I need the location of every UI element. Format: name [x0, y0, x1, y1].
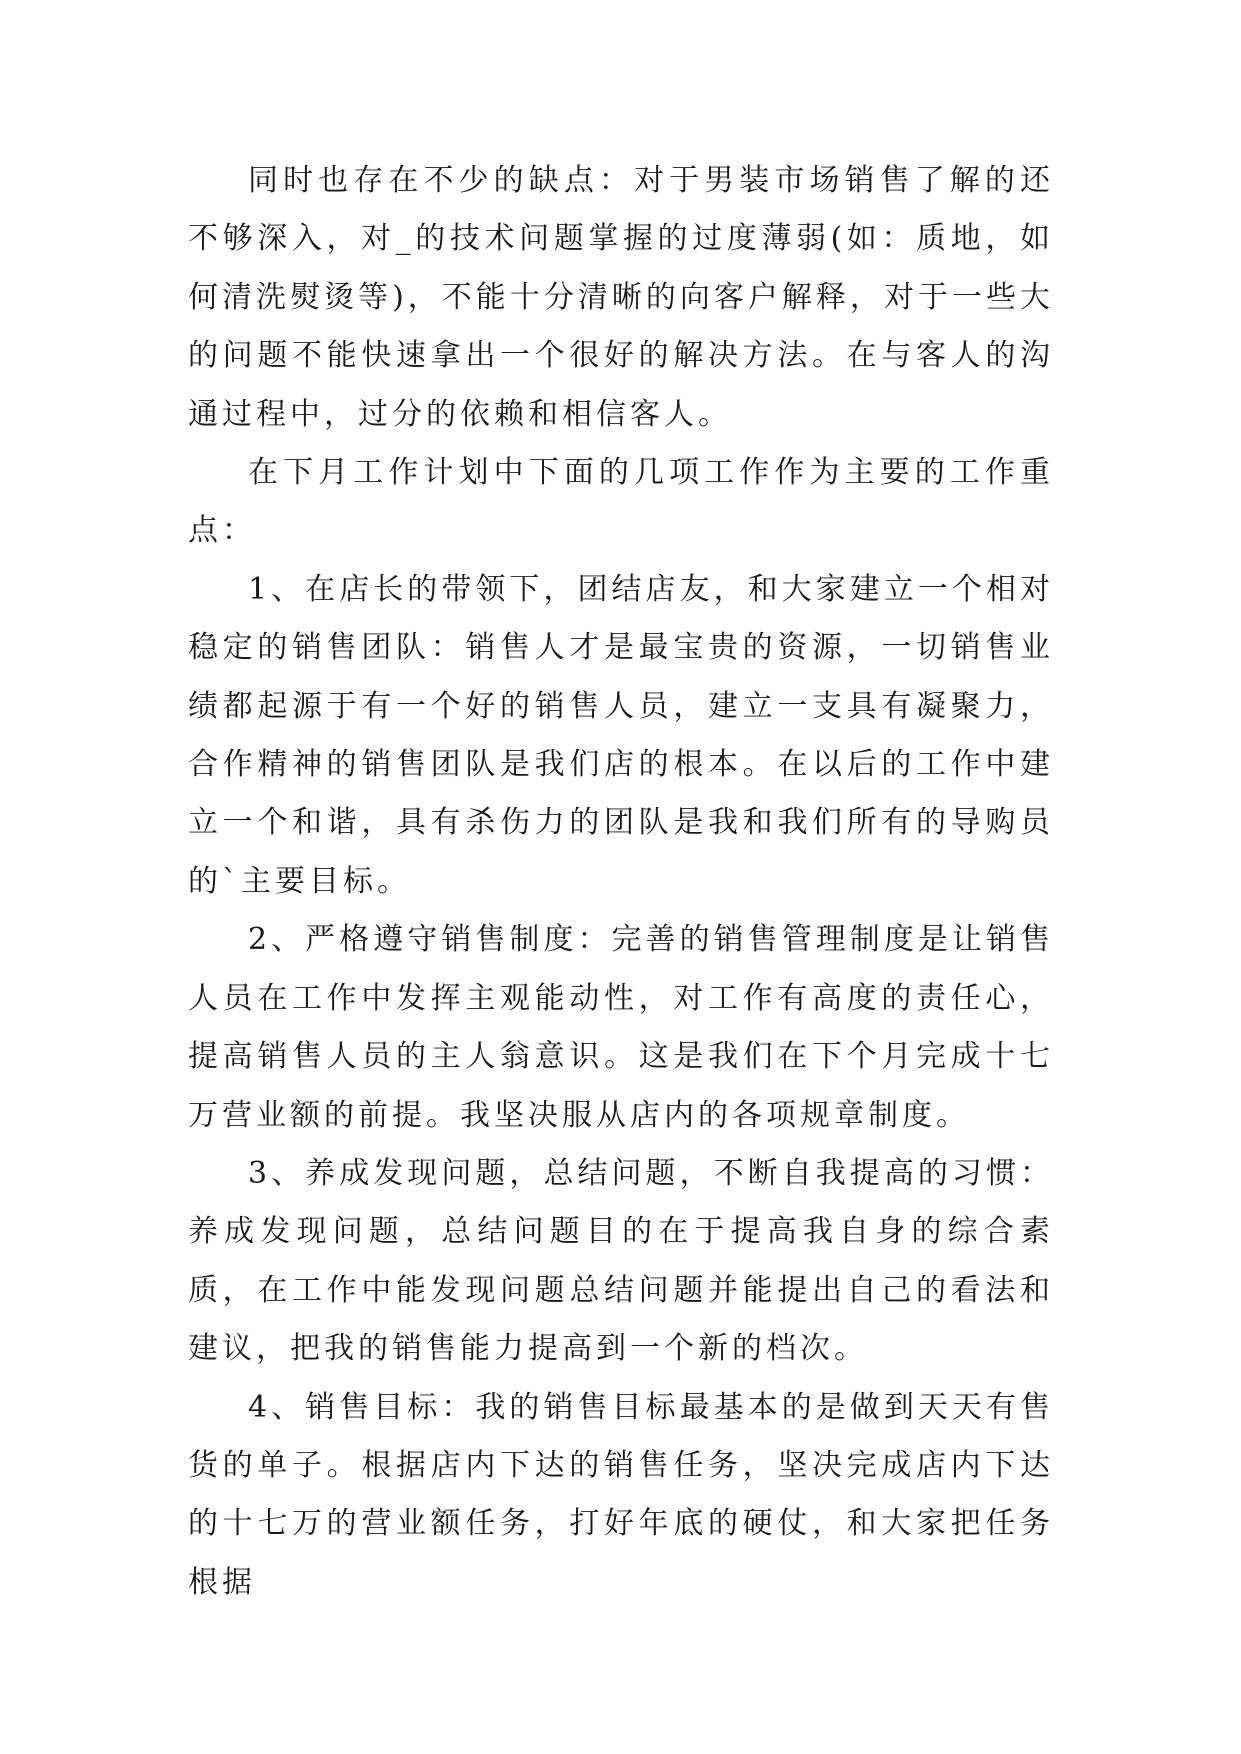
paragraph-item-4-target: 4、销售目标：我的销售目标最基本的是做到天天有售货的单子。根据店内下达的销售任务，坚决完成店内下达的十七万的营业额任务，打好年底的硬仗，和大家把任务根据 [188, 1389, 1054, 1600]
paragraph-shortcomings: 同时也存在不少的缺点：对于男装市场销售了解的还不够深入，对_的技术问题掌握的过度薄弱(如：质地，如何清洗熨烫等)，不能十分清晰的向客户解释，对于一些大的问题不能快速拿出一个很好的解决方法。在与客人的沟通过程中，过分的依赖和相信客人。 [188, 163, 1054, 432]
document-body [188, 152, 1054, 1612]
paragraph-plan-intro: 在下月工作计划中下面的几项工作作为主要的工作重点： [188, 455, 1054, 549]
paragraph-item-1-team: 1、在店长的带领下，团结店友，和大家建立一个相对稳定的销售团队：销售人才是最宝贵的资源，一切销售业绩都起源于有一个好的销售人员，建立一支具有凝聚力，合作精神的销售团队是我们店的根本。在以后的工作中建立一个和谐，具有杀伤力的团队是我和我们所有的导购员的`主要目标。 [188, 571, 1054, 899]
paragraph-item-3-habits: 3、养成发现问题，总结问题，不断自我提高的习惯：养成发现问题，总结问题目的在于提高我自身的综合素质，在工作中能发现问题总结问题并能提出自己的看法和建议，把我的销售能力提高到一个新的档次。 [188, 1155, 1054, 1367]
paragraph-item-2-rules: 2、严格遵守销售制度：完善的销售管理制度是让销售人员在工作中发挥主观能动性，对工作有高度的责任心，提高销售人员的主人翁意识。这是我们在下个月完成十七万营业额的前提。我坚决服从店内的各项规章制度。 [188, 922, 1054, 1133]
